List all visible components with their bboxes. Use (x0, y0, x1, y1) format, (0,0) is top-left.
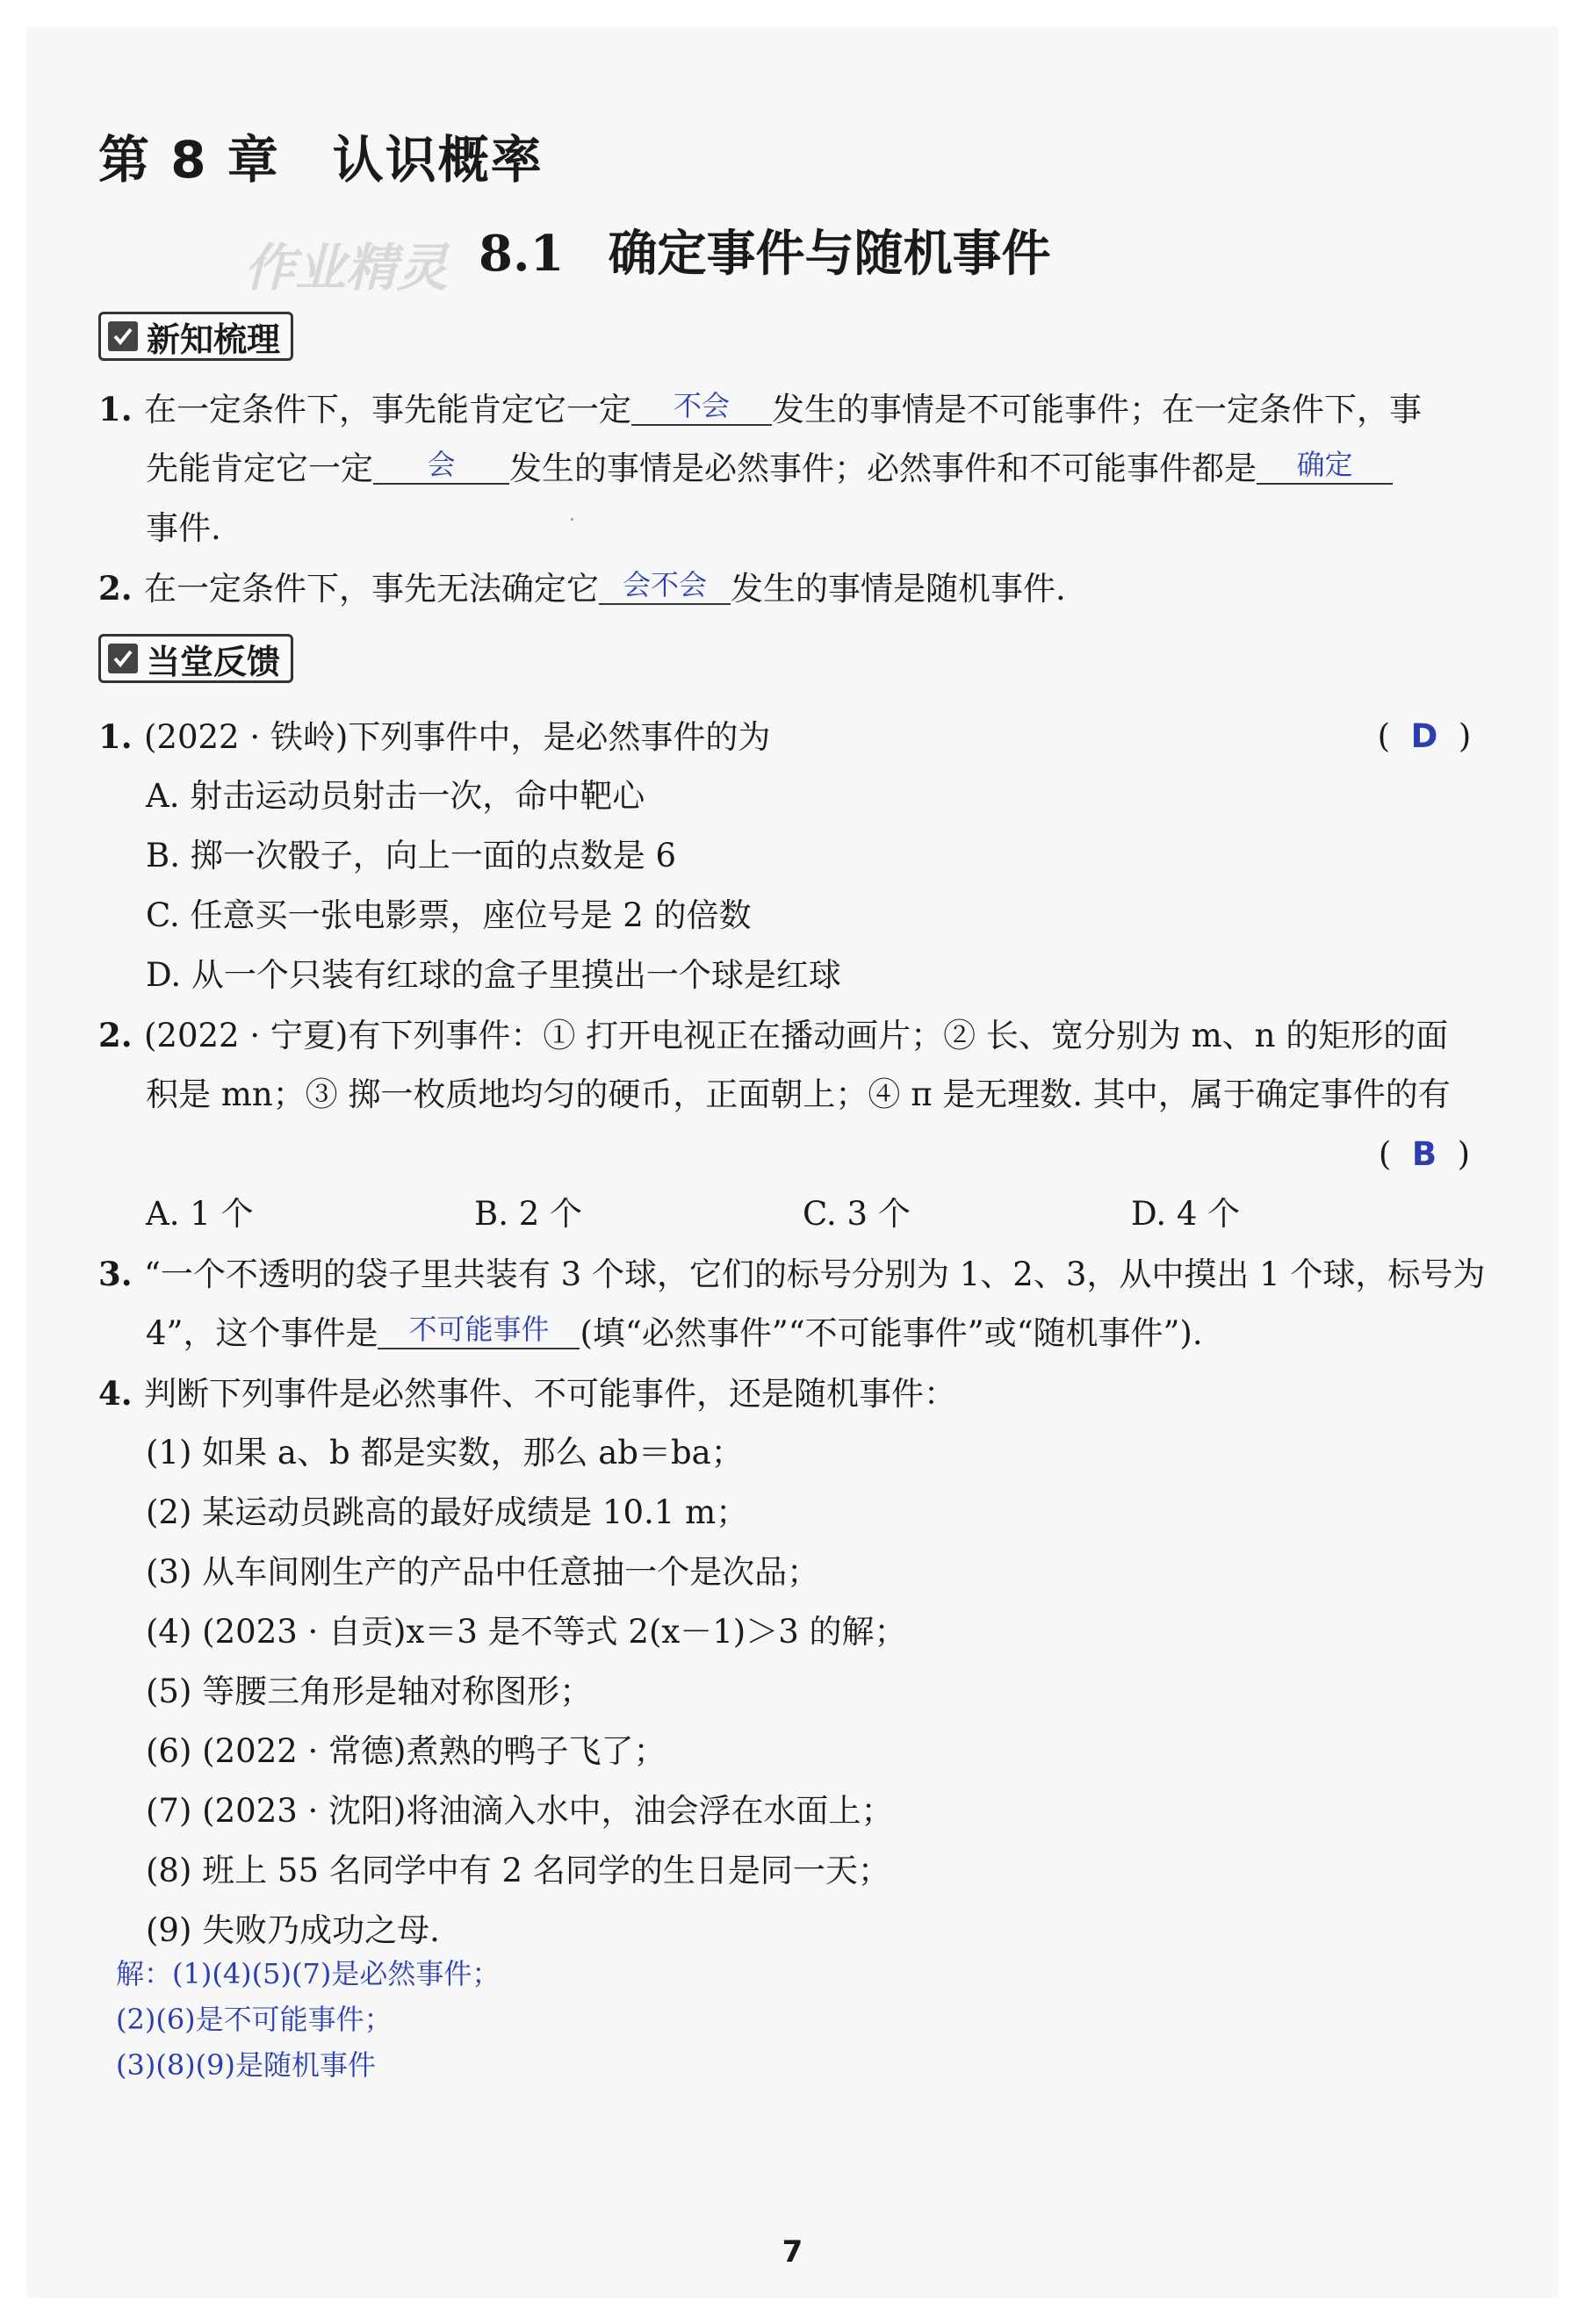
p2-q4-stem (98, 1363, 1477, 1424)
answer-blank: 不会 (631, 387, 772, 426)
heading-new-knowledge (98, 312, 293, 361)
answer-choice: B (1411, 1135, 1437, 1173)
chapter-number: 第 8 章 (98, 130, 280, 190)
p2-q2-line1 (98, 1005, 1477, 1066)
text: (2022 · 宁夏)有下列事件：① 打开电视正在播动画片；② 长、宽分别为 m、n 的矩形的面 (144, 1017, 1449, 1054)
text: 4”，这个事件是 (146, 1314, 378, 1352)
section-title (479, 215, 1050, 285)
chapter-heading (98, 119, 544, 192)
option: D. 从一个只装有红球的盒子里摸出一个球是红球 (146, 956, 841, 994)
question-number: 3. (98, 1255, 133, 1293)
answer-paren: ( D ) (1377, 717, 1472, 755)
checkbox-icon (108, 644, 138, 673)
solution-line: (2)(6)是不可能事件； (116, 2003, 393, 2036)
checkbox-icon (108, 321, 138, 351)
question-number: 2. (98, 569, 133, 608)
question-number: 1. (98, 717, 133, 756)
q4-item: (6) (2022 · 常德)煮熟的鸭子飞了； (146, 1732, 666, 1770)
option: C. 3 个 (803, 1195, 911, 1233)
option: B. 2 个 (474, 1195, 583, 1233)
text: 判断下列事件是必然事件、不可能事件，还是随机事件： (144, 1375, 956, 1413)
text: 发生的事情是必然事件；必然事件和不可能事件都是 (509, 450, 1257, 487)
text: “一个不透明的袋子里共装有 3 个球，它们的标号分别为 1、2、3，从中摸出 1 个球，标号为 (144, 1256, 1486, 1293)
solution-line: 解：(1)(4)(5)(7)是必然事件； (116, 1957, 501, 1990)
section-number: 8.1 (479, 225, 565, 283)
q4-item: (4) (2023 · 自贡)x＝3 是不等式 2(x－1)＞3 的解； (146, 1613, 907, 1651)
q4-item: (8) 班上 55 名同学中有 2 名同学的生日是同一天； (146, 1852, 890, 1889)
p2-q1-stem (98, 707, 1477, 767)
text: (2022 · 铁岭)下列事件中，是必然事件的为 (144, 718, 771, 756)
p2-q2-options (146, 1184, 1524, 1244)
answer-blank: 会不会 (599, 566, 731, 605)
p1-q2 (98, 558, 1477, 619)
p2-q3-line1 (98, 1244, 1486, 1305)
heading-class-feedback (98, 634, 293, 683)
answer-blank: 会 (373, 446, 509, 485)
solution-line: (3)(8)(9)是随机事件 (116, 2048, 376, 2082)
stray-dot (571, 518, 573, 521)
option: B. 掷一次骰子，向上一面的点数是 6 (146, 837, 677, 874)
q4-item: (1) 如果 a、b 都是实数，那么 ab＝ba； (146, 1434, 744, 1471)
chapter-title: 认识概率 (332, 130, 544, 190)
heading-label: 当堂反馈 (147, 642, 281, 681)
section-name: 确定事件与随机事件 (608, 225, 1051, 283)
text: 在一定条件下，事先能肯定它一定 (144, 391, 631, 428)
answer-blank: 不可能事件 (378, 1311, 580, 1349)
answer-choice: D (1410, 717, 1438, 755)
question-number: 1. (98, 390, 133, 428)
p2-q3-line2 (146, 1304, 1524, 1363)
p1-q1-line3: 事件. (146, 509, 221, 547)
text: 在一定条件下，事先无法确定它 (144, 570, 599, 608)
option: D. 4 个 (1131, 1195, 1241, 1233)
q4-item: (5) 等腰三角形是轴对称图形； (146, 1673, 593, 1710)
text: 发生的事情是不可能事件；在一定条件下，事 (772, 391, 1422, 428)
text: 先能肯定它一定 (146, 450, 373, 487)
text: (填“必然事件”“不可能事件”或“随机事件”). (580, 1314, 1203, 1352)
option: A. 1 个 (146, 1195, 254, 1233)
p1-q1-line2 (146, 439, 1524, 499)
text: 发生的事情是随机事件. (731, 570, 1066, 608)
heading-label: 新知梳理 (147, 320, 281, 359)
q4-item: (2) 某运动员跳高的最好成绩是 10.1 m； (146, 1493, 749, 1531)
answer-blank: 确定 (1257, 446, 1393, 485)
question-number: 2. (98, 1016, 133, 1054)
p2-q2-line2: 积是 mn；③ 掷一枚质地均匀的硬币，正面朝上；④ π 是无理数. 其中，属于确定事件的有 (146, 1076, 1451, 1113)
q4-item: (9) 失败乃成功之母. (146, 1911, 440, 1949)
watermark: 作业精灵 (244, 238, 449, 298)
question-number: 4. (98, 1374, 133, 1413)
page-number: 7 (782, 2234, 803, 2270)
option: C. 任意买一张电影票，座位号是 2 的倍数 (146, 896, 752, 934)
q4-item: (7) (2023 · 沈阳)将油滴入水中，油会浮在水面上； (146, 1792, 894, 1830)
answer-paren: ( B ) (1378, 1135, 1471, 1173)
q4-item: (3) 从车间刚生产的产品中任意抽一个是次品； (146, 1553, 820, 1591)
option: A. 射击运动员射击一次，命中靶心 (146, 777, 645, 815)
p1-q1-line1 (98, 379, 1477, 440)
